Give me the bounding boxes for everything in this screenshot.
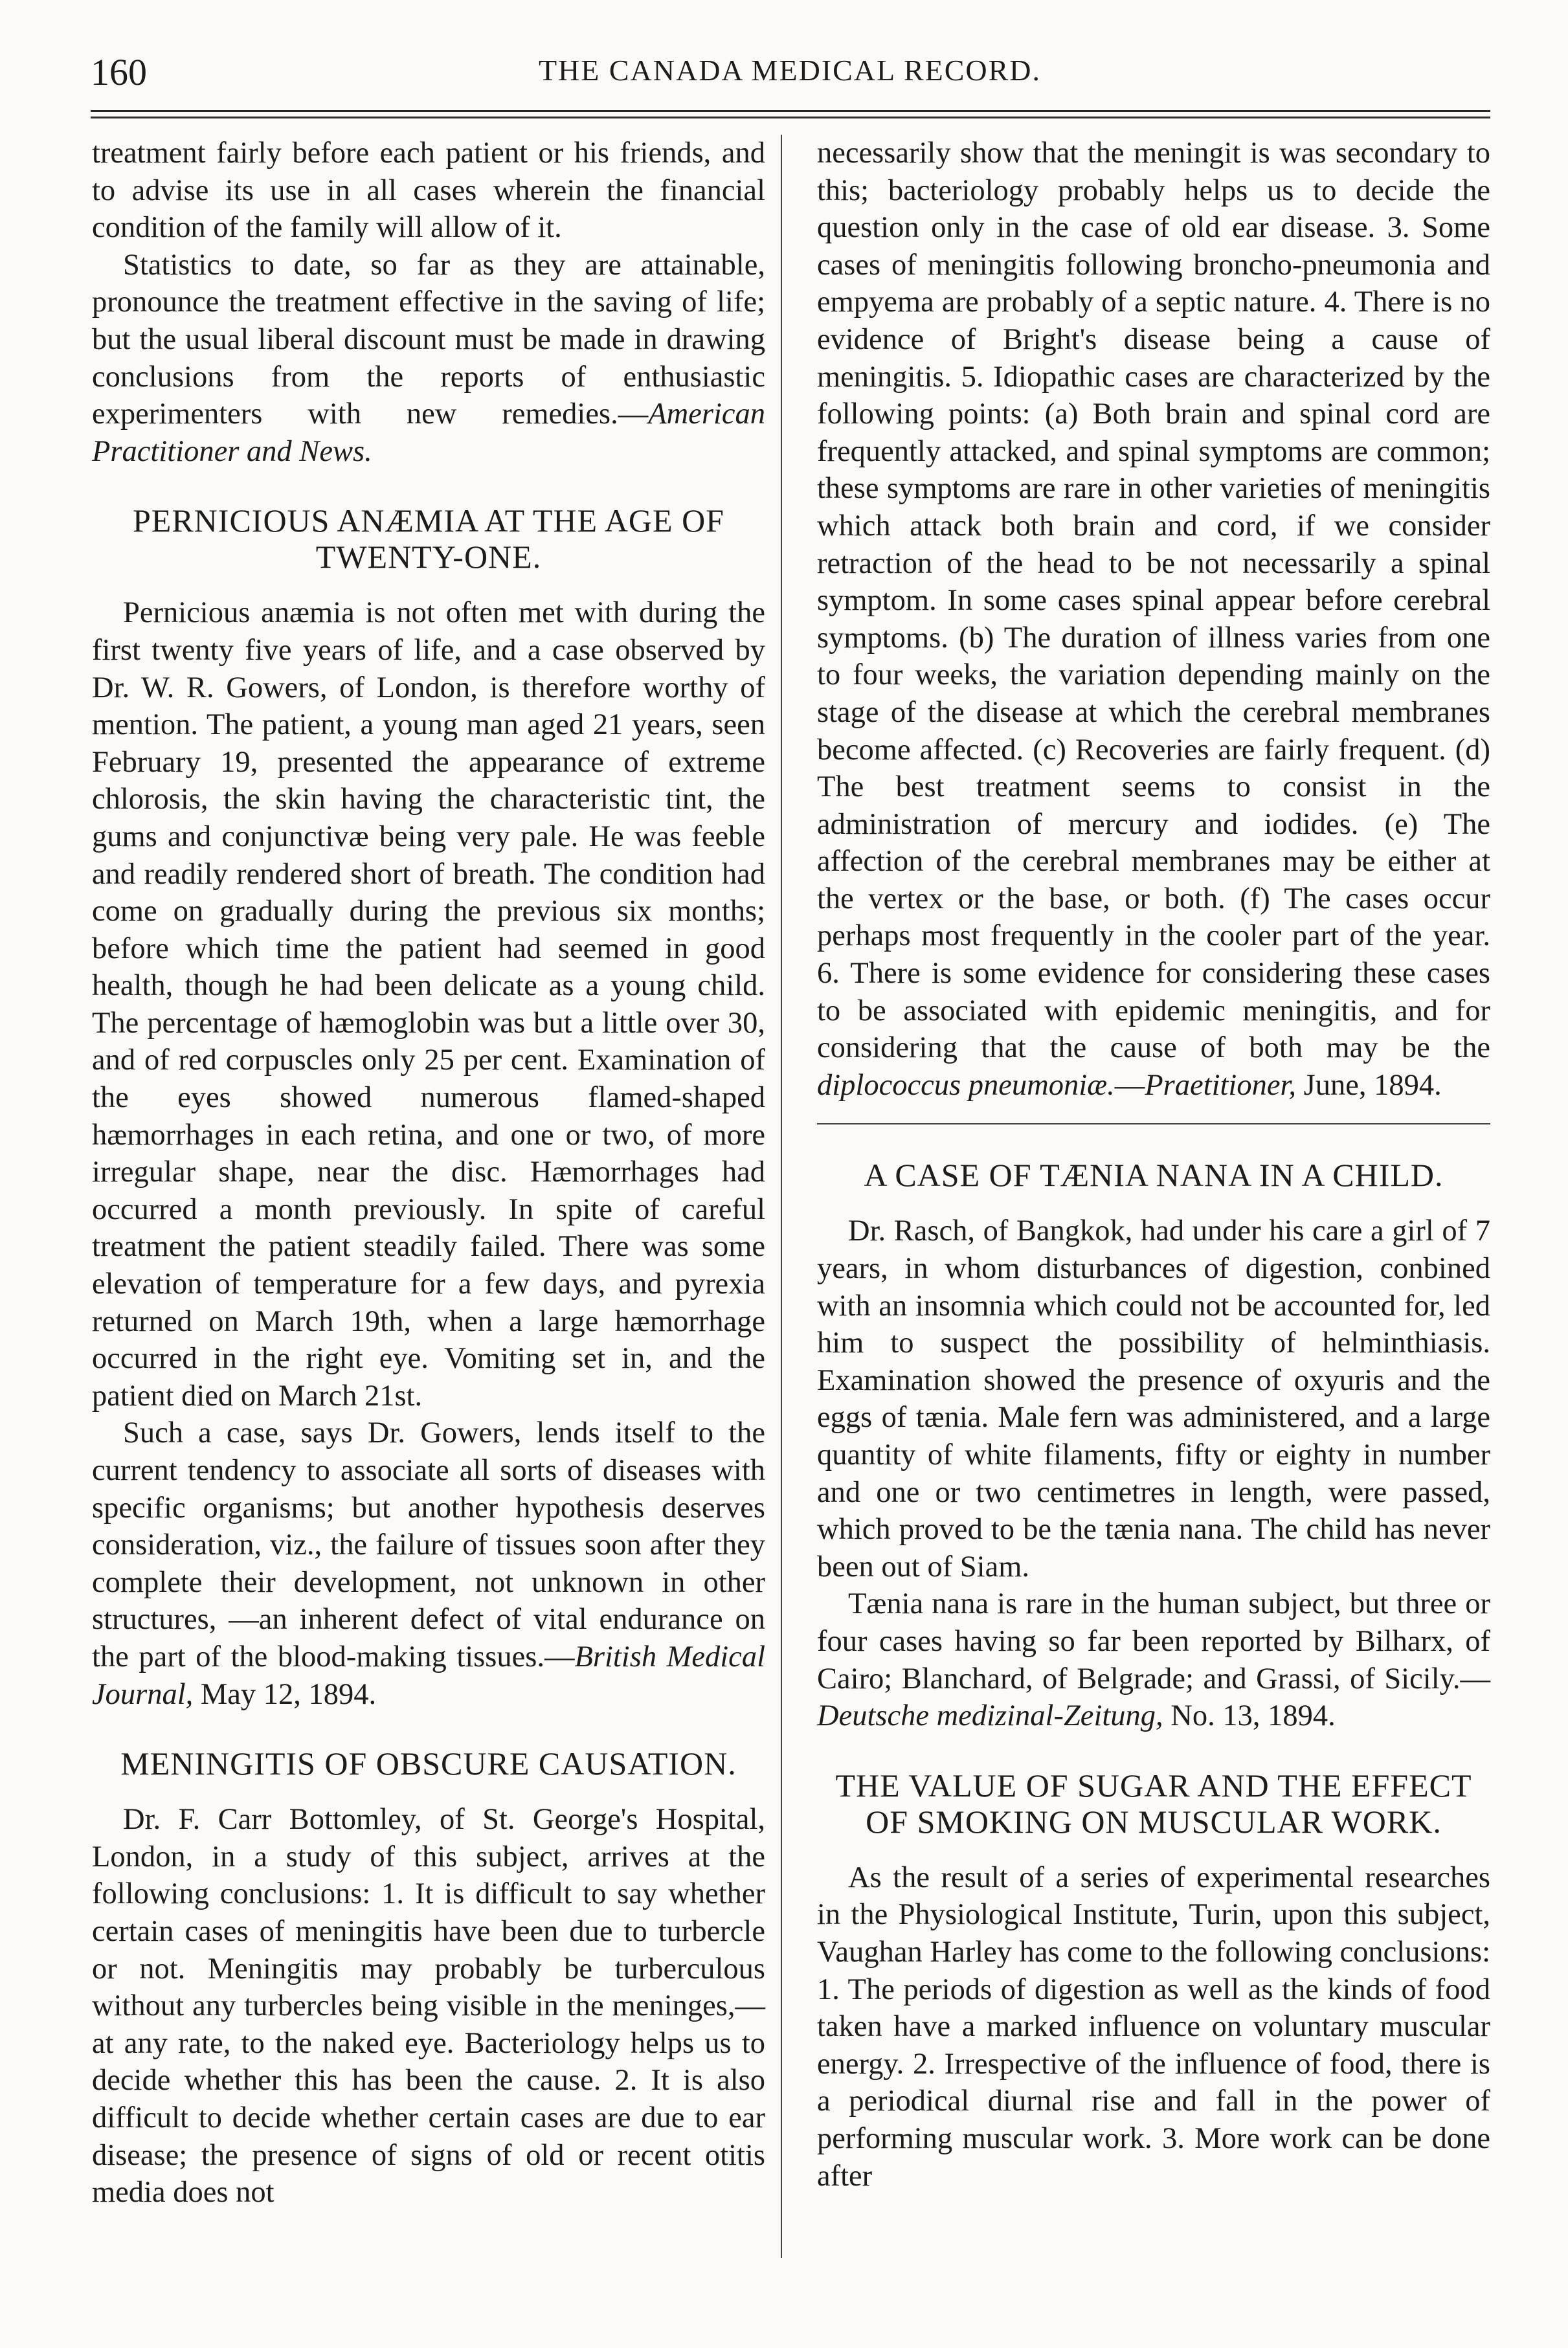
taenia-citation-date: No. 13, 1894. — [1163, 1699, 1336, 1733]
header-rule-top — [91, 110, 1490, 112]
meningitis-citation: Praetitioner, — [1145, 1068, 1297, 1102]
taenia-text-2: Tænia nana is rare in the human subject, but three or four cases having so far been reported by Bilharx, of Cairo; Blanchard, of Belgrade; and Grassi, of Sicily.— — [817, 1587, 1490, 1695]
anaemia-citation: British Medical Journal, — [92, 1640, 765, 1711]
taenia-heading: A CASE OF TÆNIA NANA IN A CHILD. — [864, 1157, 1444, 1194]
running-head — [91, 50, 1489, 102]
sugar-paragraph-1: As the result of a series of experimental researches in the Physiological Institute, Turin, upon this subject, Vaughan Harley has come to the following conclusions: 1. The periods of digestion as well as the kinds of food taken have a marked influence on voluntary muscular energy. 2. Irrespective of the influence of food, there is a periodical diurnal rise and fall in the power of performing muscular work. 3. More work can be done after — [817, 1861, 1490, 2193]
statistics-paragraph — [92, 247, 765, 471]
statistics-citation: American Practitioner and News. — [92, 397, 765, 468]
left-column — [92, 135, 765, 2211]
section-rule — [817, 1123, 1490, 1124]
anaemia-heading: PERNICIOUS ANÆMIA AT THE AGE OF TWENTY-ONE. — [132, 502, 724, 576]
statistics-text: Statistics to date, so far as they are attainable, pronounce the treatment effective in the saving of life; but the usual liberal discount must be made in drawing conclusions from the reports of enthusiastic experimenters with new remedies.— — [92, 248, 765, 431]
continuation-paragraph: treatment fairly before each patient or his friends, and to advise its use in all cases wherein the financial condition of the family will allow of it. — [92, 137, 765, 245]
anaemia-text-2: Such a case, says Dr. Gowers, lends itself to the current tendency to associate all sorts of diseases with specific organisms; but another hypothesis deserves consideration, viz., the failure of tissues soon after they complete their development, not unknown in other structures, —an inherent defect of vital endurance on the part of the blood-making tissues.— — [92, 1416, 765, 1673]
header-rule-bottom — [91, 117, 1490, 118]
anaemia-citation-date: May 12, 1894. — [193, 1677, 377, 1711]
journal-title: THE CANADA MEDICAL RECORD. — [538, 54, 1042, 87]
meningitis-paragraph-continued — [817, 135, 1490, 1104]
meningitis-dash: — — [1114, 1068, 1145, 1102]
meningitis-heading: MENINGITIS OF OBSCURE CAUSATION. — [120, 1745, 737, 1782]
anaemia-paragraph-2 — [92, 1414, 765, 1713]
meningitis-text-continued: necessarily show that the meningit is was secondary to this; bacteriology probably helps us to decide the question only in the case of old ear disease. 3. Some cases of meningitis following broncho-pneumonia and empyema are probably of a septic nature. 4. There is no evidence of Bright's disease being a cause of meningitis. 5. Idiopathic cases are characterized by the following points: (a) Both brain and spinal cord are frequently attacked, and spinal symptoms are common; these symptoms are rare in other varieties of meningitis which attack both brain and cord, if we consider retraction of the head to be not necessarily a spinal symptom. In some cases spinal appear before cerebral symptoms. (b) The duration of illness varies from one to four weeks, the variation depending mainly on the stage of the disease at which the cerebral membranes become affected. (c) Recoveries are fairly frequent. (d) The best treatment seems to consist in the administration of mercury and iodides. (e) The affection of the cerebral membranes may be either at the vertex or the base, or both. (f) The cases occur perhaps most frequently in the cooler part of the year. 6. There is some evidence for considering these cases to be associated with epidemic meningitis, and for considering that the cause of both may be the — [817, 137, 1490, 1065]
column-divider — [781, 135, 782, 2258]
taenia-citation: Deutsche medizinal-Zeitung, — [817, 1699, 1163, 1733]
meningitis-italic-term: diplococcus pneumoniæ. — [817, 1068, 1115, 1102]
anaemia-paragraph-1: Pernicious anæmia is not often met with during the first twenty five years of life, and a case observed by Dr. W. R. Gowers, of London, is therefore worthy of mention. The patient, a young man aged 21 years, seen February 19, presented the appearance of extreme chlorosis, the skin having the characteristic tint, the gums and conjunctivæ being very pale. He was feeble and readily rendered short of breath. The condition had come on gradually during the previous six months; before which time the patient had seemed in good health, though he had been delicate as a young child. The percentage of hæmoglobin was but a little over 30, and of red corpuscles only 25 per cent. Examination of the eyes showed numerous flamed-shaped hæmorrhages in each retina, and one or two, of more irregular shape, near the disc. Hæmorrhages had occurred a month previously. In spite of careful treatment the patient steadily failed. There was some elevation of temperature for a few days, and pyrexia returned on March 19th, when a large hæmorrhage occurred in the right eye. Vomiting set in, and the patient died on March 21st. — [92, 596, 765, 1413]
page-number: 160 — [91, 51, 147, 93]
meningitis-paragraph-1: Dr. F. Carr Bottomley, of St. George's Hospital, London, in a study of this subject, arrives at the following conclusions: 1. It is difficult to say whether certain cases of meningitis have been due to turbercle or not. Meningitis may probably be turberculous without any turbercles being visible in the meninges,—at any rate, to the naked eye. Bacteriology helps us to decide whether this has been the cause. 2. It is also difficult to decide whether certain cases are due to ear disease; the presence of signs of old or recent otitis media does not — [92, 1803, 765, 2209]
meningitis-citation-date: June, 1894. — [1296, 1068, 1442, 1102]
taenia-paragraph-1: Dr. Rasch, of Bangkok, had under his care a girl of 7 years, in whom disturbances of digestion, conbined with an insomnia which could not be accounted for, led him to suspect the possibility of helminthiasis. Examination showed the presence of oxyuris and the eggs of tænia. Male fern was administered, and a large quantity of white filaments, fifty or eighty in number and one or two centimetres in length, were passed, which proved to be the tænia nana. The child has never been out of Siam. — [817, 1214, 1490, 1583]
taenia-paragraph-2 — [817, 1585, 1490, 1734]
sugar-heading: THE VALUE OF SUGAR AND THE EFFECT OF SMOKING ON MUSCULAR WORK. — [835, 1767, 1472, 1840]
right-column — [817, 135, 1490, 2195]
